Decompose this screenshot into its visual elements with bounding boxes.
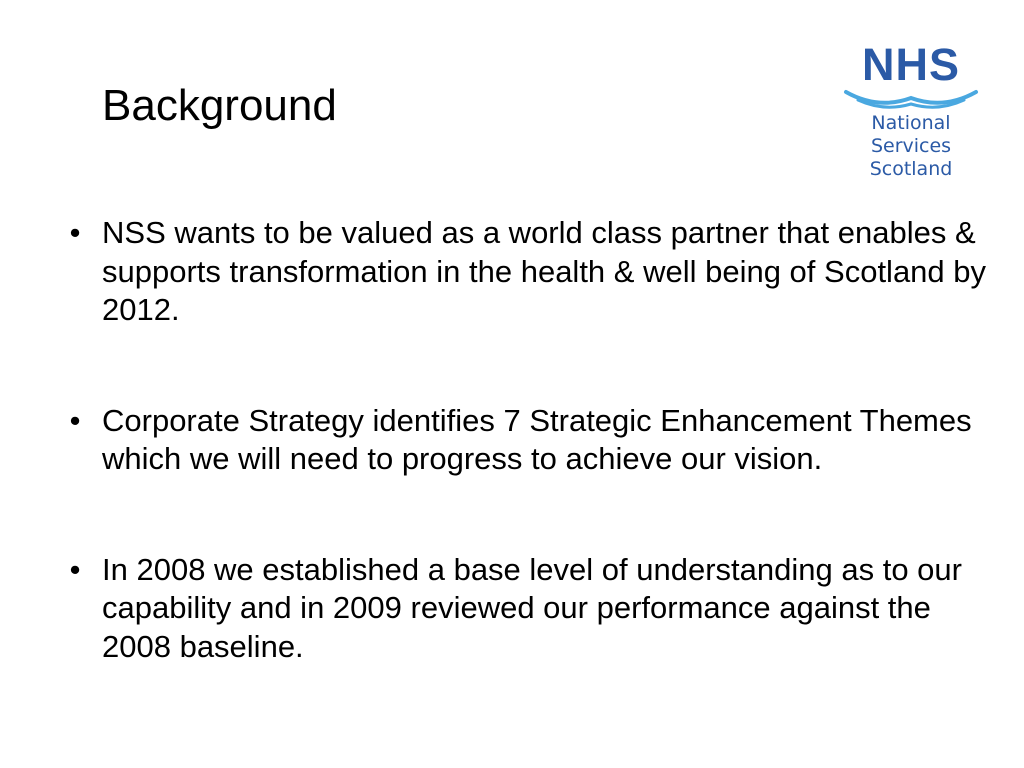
logo-national-text: National <box>871 112 951 134</box>
logo-services-text: Services <box>870 135 952 157</box>
bullet-glyph: • <box>69 215 81 250</box>
logo-scotland-text: Scotland <box>869 158 953 180</box>
bullet-text: Corporate Strategy identifies 7 Strategic Enhancement Themes which we will need to progress to achieve our vision. <box>102 402 972 476</box>
bullet-item <box>60 402 1000 479</box>
bullet-list <box>60 214 1000 738</box>
bullet-text: In 2008 we established a base level of understanding as to our capability and in 2009 reviewed our performance against the 2008 baseline. <box>102 551 962 664</box>
bullet-item <box>60 551 1000 667</box>
bullet-text: NSS wants to be valued as a world class partner that enables & supports transformation in the health & well being of Scotland by 2012. <box>102 215 987 327</box>
bullet-glyph: • <box>69 402 81 438</box>
logo-nhs-text: NHS <box>861 39 960 90</box>
bullet-glyph: • <box>69 551 81 587</box>
logo-wave-icon <box>838 86 984 112</box>
slide-title: Background <box>102 81 337 130</box>
nhs-nss-logo <box>838 40 984 188</box>
bullet-item <box>60 214 1000 330</box>
